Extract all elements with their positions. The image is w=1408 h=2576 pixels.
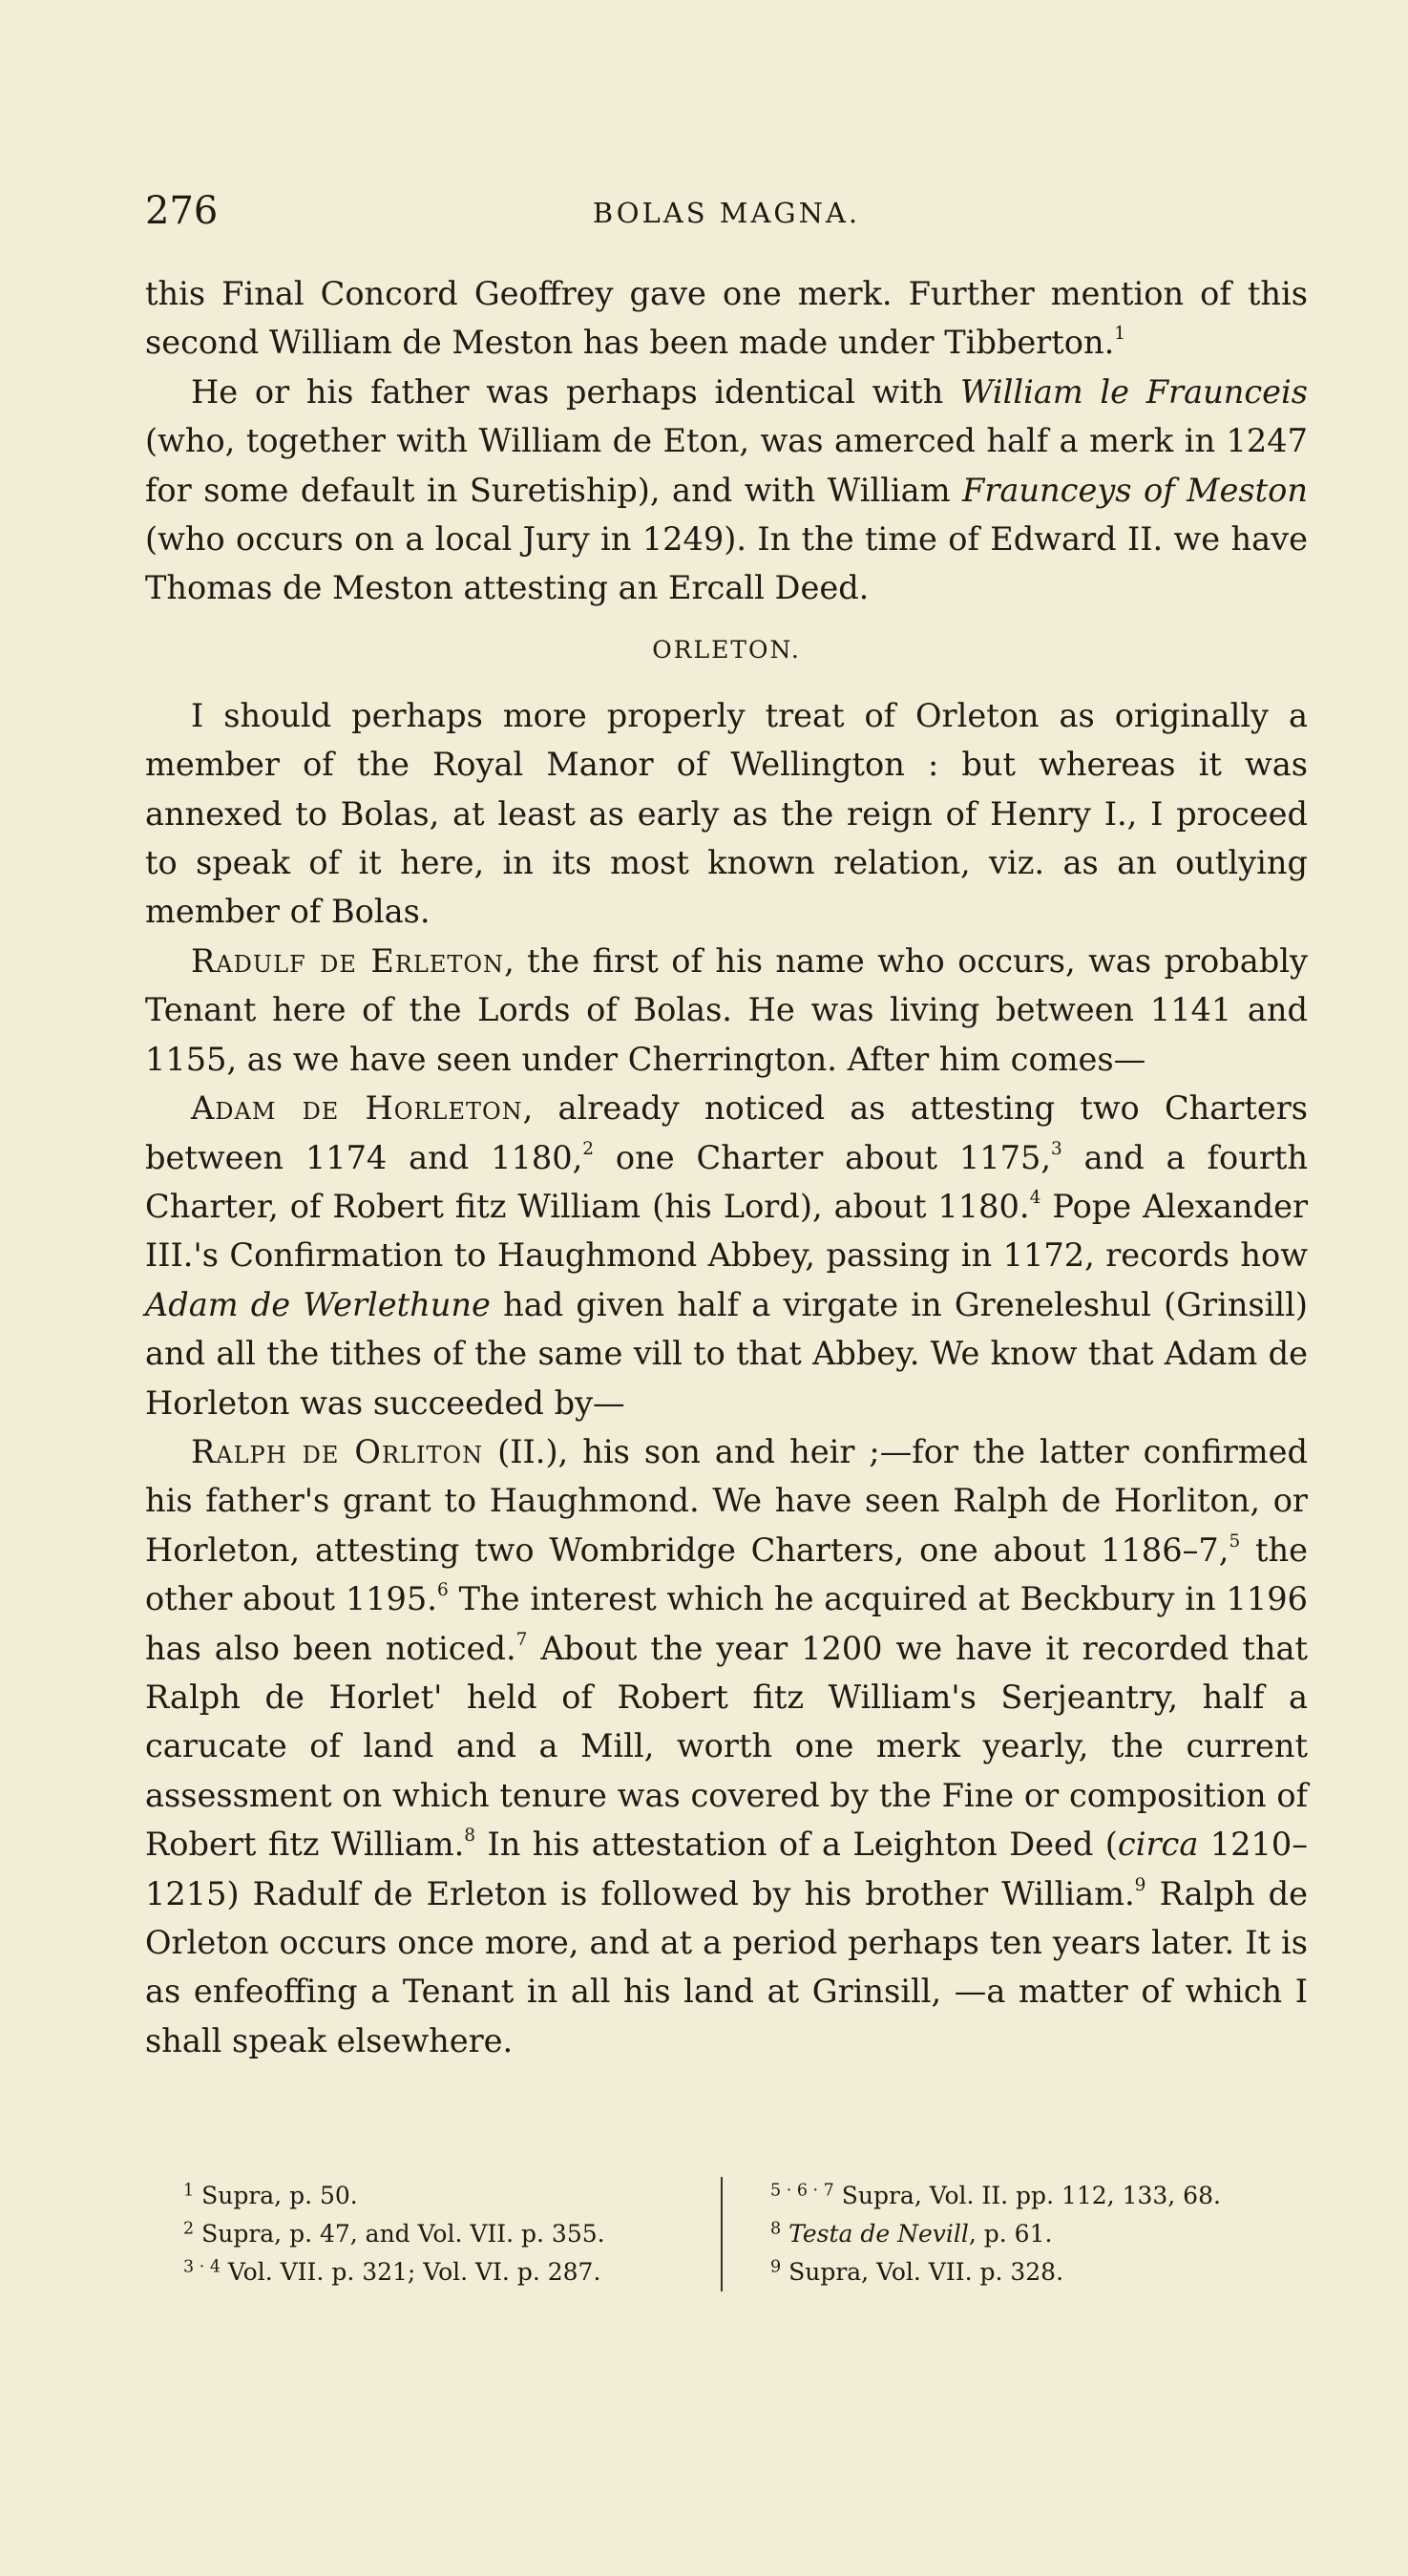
footnote bbox=[770, 2253, 1308, 2291]
footnote-text: Supra, p. 47, and Vol. VII. p. 355. bbox=[201, 2220, 605, 2248]
footnote-text: Supra, Vol. II. pp. 112, 133, 68. bbox=[841, 2182, 1221, 2209]
text-run: the other about 1195. bbox=[145, 1531, 1308, 1618]
paragraph-orleton-intro: I should perhaps more properly treat of Orleton as originally a member of the Royal Manor of Wellington : but whereas it was annexed to Bolas, at least as early as the reign of Henry I., I proceed to speak of it here, in its most known relation, viz. as an outlying member of Bolas. bbox=[145, 696, 1308, 931]
italic-name: William le Frаunceis bbox=[959, 372, 1308, 411]
paragraph-meston bbox=[145, 368, 1308, 613]
text-run: 1210–1215) Radulf de Erleton is followed by his brother William. bbox=[145, 1826, 1309, 1912]
footnote bbox=[770, 2177, 1308, 2215]
footnote-text: Vol. VII. p. 321; Vol. VI. p. 287. bbox=[227, 2258, 601, 2286]
paragraph-radulf bbox=[145, 937, 1308, 1084]
person-name: Ralph de Orliton bbox=[191, 1432, 484, 1470]
person-name: Radulf de Erleton bbox=[191, 941, 505, 980]
footnotes bbox=[145, 2177, 1308, 2291]
footnote-mark: 2 bbox=[183, 2219, 195, 2239]
footnote-text: Supra, p. 50. bbox=[201, 2182, 358, 2209]
paragraph-ralph bbox=[145, 1427, 1308, 2065]
text-run: In his attestation of a Leighton Deed ( bbox=[475, 1826, 1118, 1864]
footnote-ref: 3 bbox=[1051, 1138, 1062, 1159]
footnote-ref: 7 bbox=[515, 1629, 528, 1650]
section-heading: ORLETON. bbox=[652, 635, 801, 664]
footnote-ref: 5 bbox=[1229, 1531, 1241, 1552]
paragraph-adam bbox=[145, 1084, 1308, 1427]
footnote bbox=[770, 2215, 1308, 2253]
footnote-ref: 2 bbox=[582, 1138, 595, 1159]
footnote-ref: 1 bbox=[1114, 324, 1126, 345]
footnote-mark: 3 · 4 bbox=[183, 2257, 221, 2277]
footnote bbox=[183, 2215, 721, 2253]
footnotes-left-column bbox=[145, 2177, 723, 2291]
text-run: , the first of his name who occurs, was probably Tenant here of the Lords of Bolas. He was living between 1141 and 1155, as we have seen under Cherrington. After him comes— bbox=[145, 941, 1308, 1078]
footnote-mark: 9 bbox=[770, 2257, 782, 2277]
italic-name: Adam de Werlethune bbox=[145, 1285, 491, 1323]
text-run: Ralph de Orleton occurs once more, and at a period perhaps ten years later. It is as enfeoffing a Tenant in all his land at Grinsill, —a matter of which I shall speak elsewhere. bbox=[145, 1874, 1308, 2059]
footnote-italic: Testa de Nevill bbox=[788, 2220, 969, 2248]
footnote-ref: 4 bbox=[1029, 1188, 1041, 1209]
text-run: The interest which he acquired at Beckbury in 1196 has also been noticed. bbox=[145, 1580, 1308, 1667]
italic-name: Fraunceys of Meston bbox=[962, 471, 1308, 509]
text-run: one Charter about 1175, bbox=[594, 1138, 1052, 1176]
footnote-mark: 5 · 6 · 7 bbox=[770, 2181, 834, 2201]
footnote bbox=[183, 2177, 721, 2215]
footnotes-right-column bbox=[723, 2177, 1308, 2291]
footnote-ref: 6 bbox=[436, 1580, 449, 1601]
person-name: Adam de Horleton bbox=[191, 1089, 523, 1128]
footnote-ref: 8 bbox=[464, 1826, 476, 1847]
text-run: this Final Concord Geoffrey gave one merk. Further mention of this second William de Meston has been made under Tibberton. bbox=[145, 275, 1308, 362]
footnote-ref: 9 bbox=[1134, 1874, 1146, 1895]
footnote-text: Supra, Vol. VII. p. 328. bbox=[788, 2258, 1064, 2286]
text-run: Pope Alexander III.'s Confirmation to Haughmond Abbey, passing in 1172, records how bbox=[145, 1187, 1308, 1275]
text-run: (II.), his son and heir ;—for the latter confirmed his father's grant to Haughmond. We have seen Ralph de Horliton, or Horleton, attesting two Wombridge Charters, one about 1186–7, bbox=[145, 1432, 1308, 1569]
text-run: had given half a virgate in Greneleshul (Grinsill) and all the tithes of the same vill to that Abbey. We know that Adam de Horleton was succeeded by— bbox=[145, 1285, 1308, 1422]
footnote bbox=[183, 2253, 721, 2291]
text-run: and a fourth Charter, of Robert fitz William (his Lord), about 1180. bbox=[145, 1138, 1308, 1225]
text-run: (who, together with William de Eton, was amerced half a merk in 1247 for some default in Suretiship), and with William bbox=[145, 422, 1308, 509]
text-run: He or his father was perhaps identical with bbox=[191, 372, 960, 411]
footnote-mark: 1 bbox=[183, 2181, 195, 2201]
footnote-text: , p. 61. bbox=[968, 2220, 1053, 2248]
body-text bbox=[145, 269, 1308, 2065]
page-number: 276 bbox=[145, 189, 219, 233]
text-run: About the year 1200 we have it recorded that Ralph de Horlet' held of Robert fitz William's Serjeantry, half a carucate of land and a Mill, worth one merk yearly, the current assessment on which tenure was covered by the Fine or composition of Robert fitz William. bbox=[145, 1629, 1308, 1864]
paragraph-continuation bbox=[145, 269, 1308, 368]
text-run: , already noticed as attesting two Charters between 1174 and 1180, bbox=[145, 1089, 1308, 1176]
text-run: (who occurs on a local Jury in 1249). In the time of Edward II. we have Thomas de Meston attesting an Ercall Deed. bbox=[145, 520, 1308, 607]
italic-word: circa bbox=[1117, 1826, 1199, 1864]
running-head: BOLAS MAGNA. bbox=[592, 197, 861, 229]
page-header bbox=[145, 189, 1308, 237]
footnote-mark: 8 bbox=[770, 2219, 782, 2239]
